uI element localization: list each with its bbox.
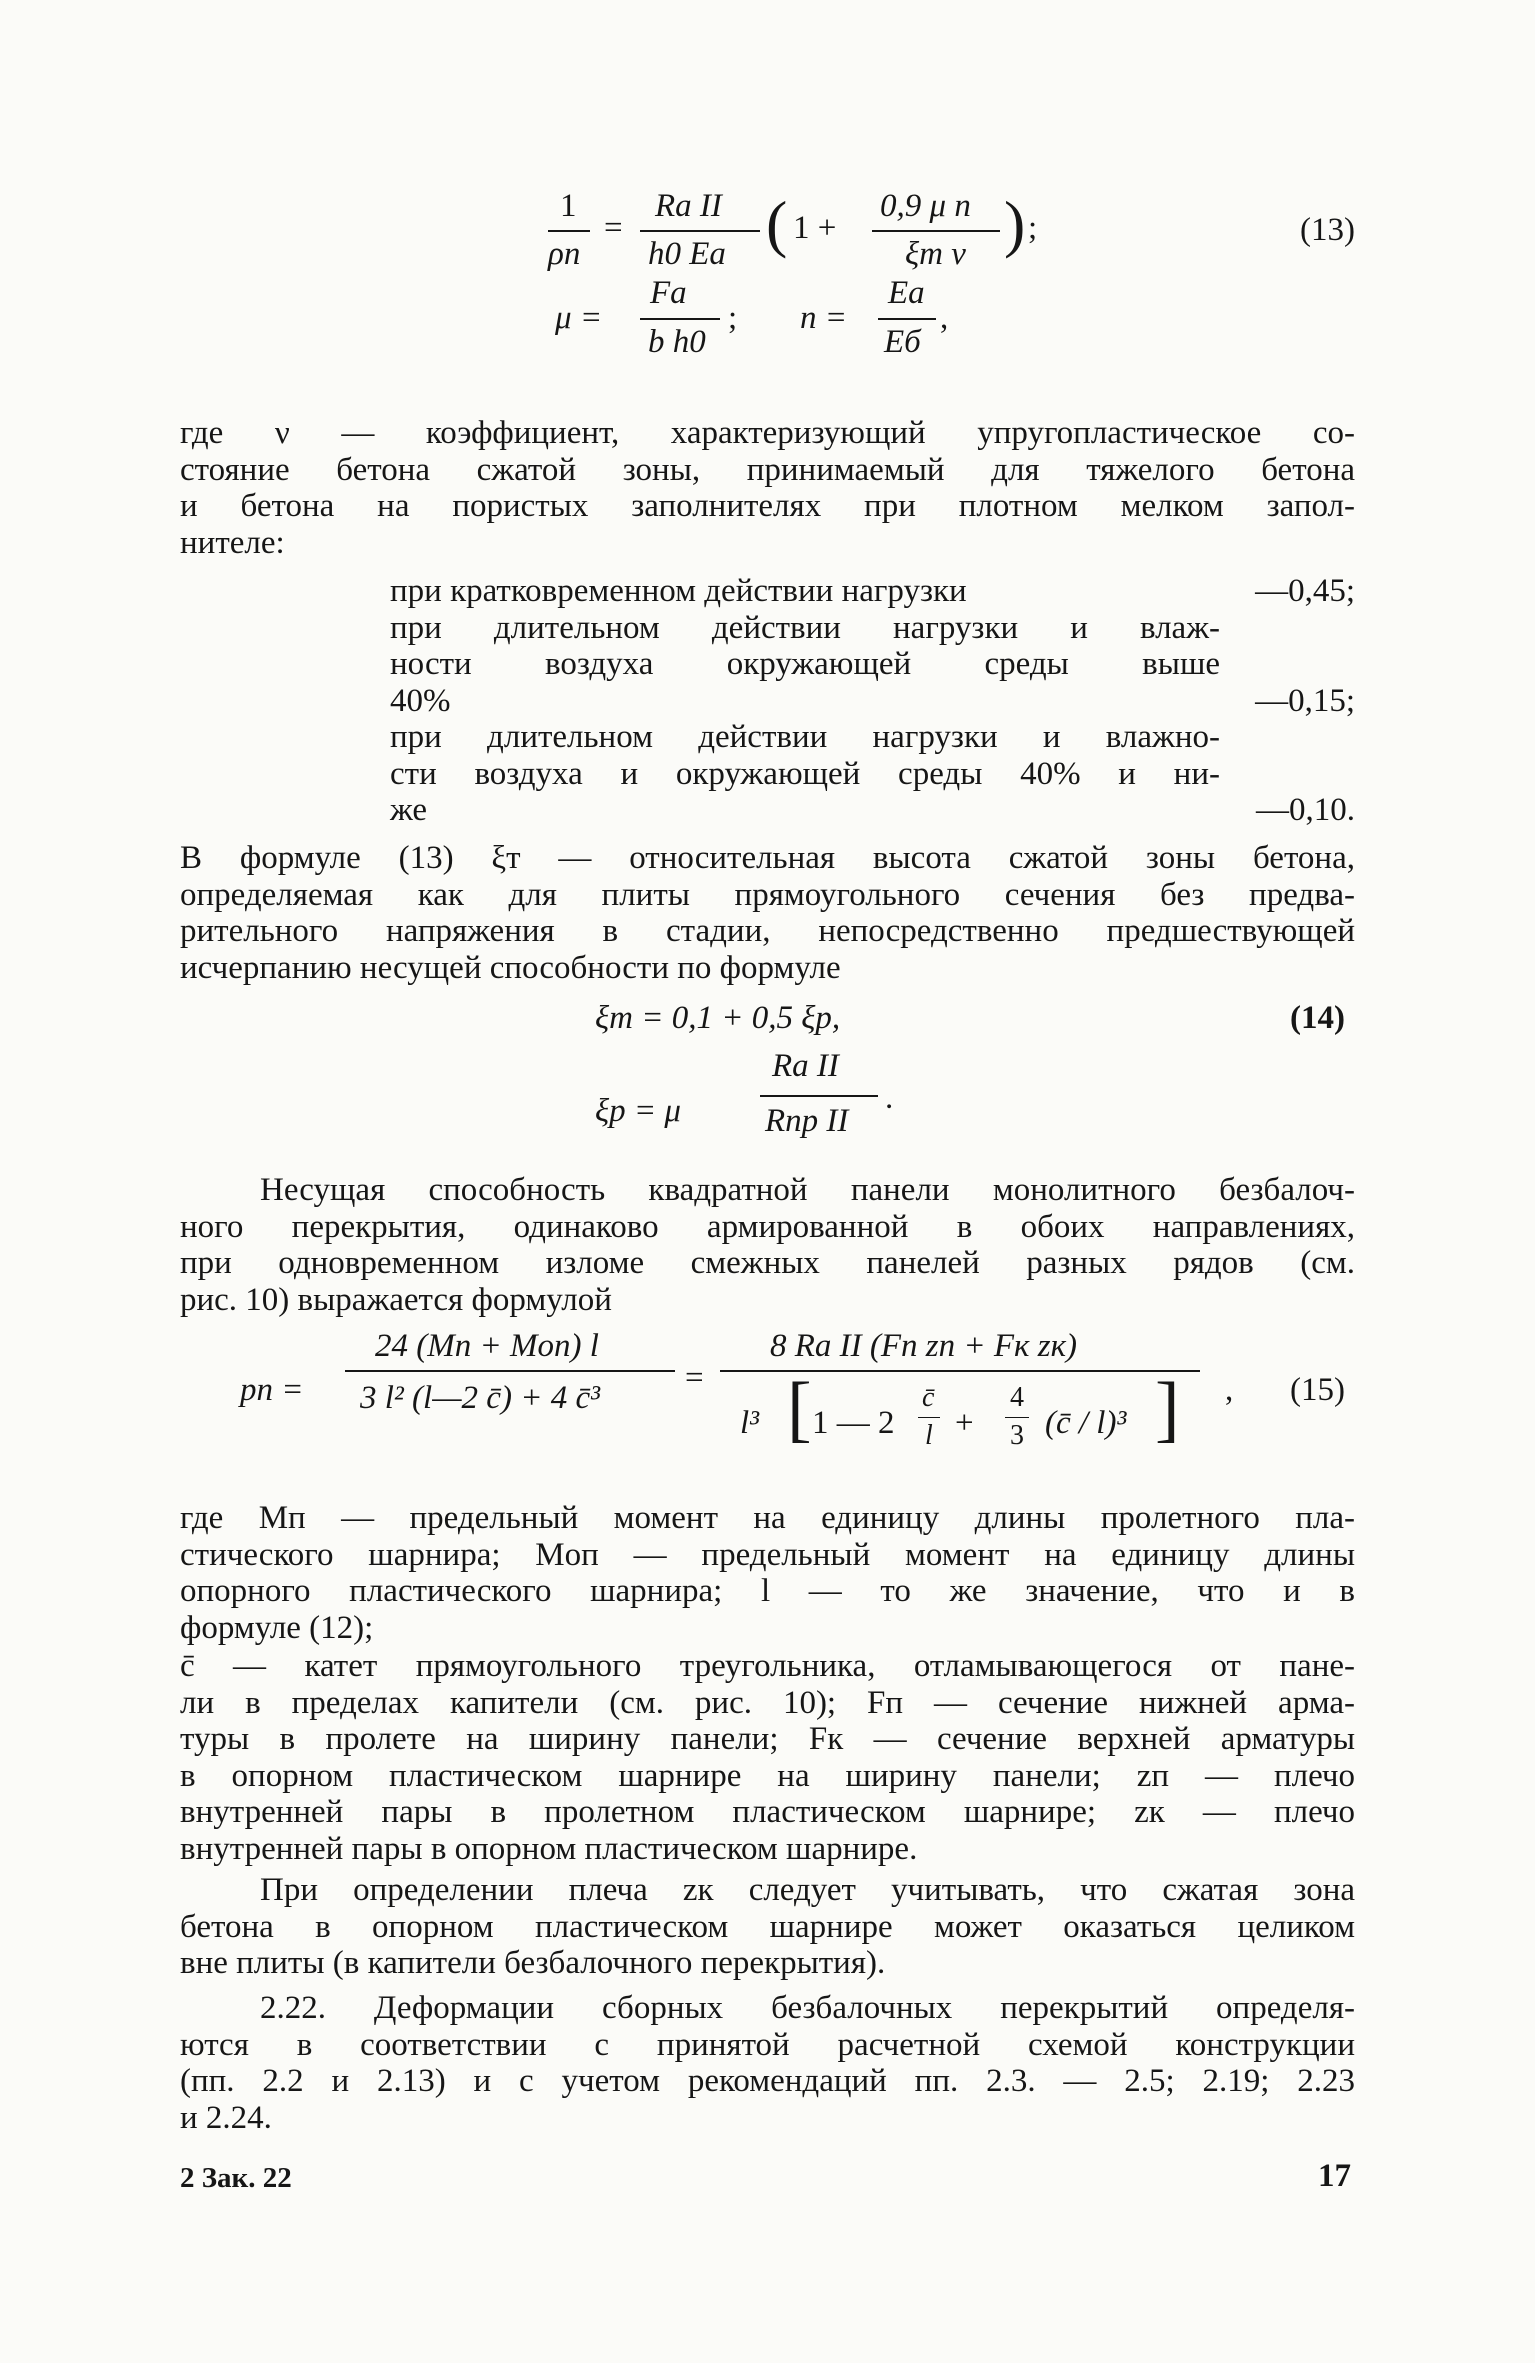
condition-value: —0,45; [1255, 573, 1355, 609]
f15-comma: , [1225, 1372, 1234, 1408]
f13-paren-open: ( [766, 188, 788, 259]
condition-text: же [390, 792, 428, 828]
list-item [390, 683, 1355, 720]
condition-text: при длительном действии нагрузки и влажно- [390, 719, 1220, 755]
f13-equals: = [604, 210, 623, 246]
f13-mu-bar [640, 318, 720, 320]
equation-number-13: (13) [1300, 212, 1355, 248]
text-line: рительного напряжения в стадии, непосредственно предшествующей [180, 913, 1355, 949]
f13-mu-lhs: μ = [555, 300, 603, 336]
f13-mu-numerator: Fа [650, 275, 687, 311]
paragraph-moments [180, 1500, 1355, 1646]
f15-b-den-l3: l³ [740, 1405, 760, 1441]
f13-n-end: , [940, 300, 949, 336]
f13-mu-denominator: b h0 [648, 324, 706, 360]
text-line: определяемая как для плиты прямоугольного сечения без предва- [180, 876, 1355, 913]
paragraph-xi-definition [180, 840, 1355, 986]
text-line: туры в пролете на ширину панели; Fк — сечение верхней арматуры [180, 1721, 1355, 1757]
paragraph-nu-definition [180, 415, 1355, 561]
paragraph-c-definition [180, 1648, 1355, 1867]
f13-n-numerator: Eа [888, 275, 925, 311]
f13-p-numerator: 0,9 μ n [880, 188, 971, 224]
condition-value: —0,15; [1255, 682, 1355, 719]
list-item [390, 792, 1355, 829]
paragraph-zk-note [180, 1872, 1355, 1982]
f13-paren-close: ) [1004, 188, 1026, 259]
f15-b-den-c: c̄ [922, 1382, 935, 1413]
text-line: В формуле (13) ξт — относительная высота сжатой зоны бетона, [180, 840, 1355, 876]
f15-b-den-c-bar [918, 1417, 940, 1418]
condition-text: сти воздуха и окружающей среды 40% и ни- [390, 755, 1220, 792]
nu-values-list [390, 573, 1355, 829]
f15-b-den-cl: (c̄ / l)³ [1045, 1405, 1127, 1441]
text-line: нителе: [180, 524, 285, 561]
f13-n-lhs: n = [800, 300, 848, 336]
equation-number-14: (14) [1290, 1000, 1345, 1036]
text-line: вне плиты (в капители безбалочного перекрытия). [180, 1945, 886, 1981]
text-line: где ν — коэффициент, характеризующий упругопластическое со- [180, 415, 1355, 451]
list-item [390, 756, 1355, 793]
printer-signature: 2 Зак. 22 [180, 2162, 292, 2194]
text-line: при одновременном изломе смежных панелей разных рядов (см. [180, 1245, 1355, 1281]
page-number: 17 [1318, 2158, 1351, 2194]
f14-line1: ξт = 0,1 + 0,5 ξр, [595, 1000, 841, 1036]
text-line: в опорном пластическом шарнире на ширину панели; zп — плечо [180, 1757, 1355, 1794]
text-line: и 2.24. [180, 2099, 272, 2136]
text-line: ного перекрытия, одинаково армированной в обоих направлениях, [180, 1208, 1355, 1245]
f15-b-den-43-bar [1005, 1417, 1029, 1418]
f15-bracket-open: [ [787, 1368, 812, 1450]
list-item [390, 573, 1355, 610]
f13-r-denominator: h0 Eа [648, 236, 726, 272]
list-item [390, 719, 1355, 756]
f15-bracket-close: ] [1155, 1368, 1180, 1450]
f13-r-numerator: Rа II [655, 188, 722, 224]
text-line: опорного пластического шарнира; l — то же значение, что и в [180, 1573, 1355, 1609]
f13-r-bar [640, 230, 760, 232]
f14-xi-lhs: ξр = μ [595, 1093, 681, 1129]
f13-lhs-denominator: ρп [548, 236, 581, 272]
f14-xi-bar [760, 1095, 878, 1097]
f13-p-denominator: ξт ν [905, 236, 966, 272]
f15-b-den-plus: + [955, 1405, 974, 1441]
text-line: и бетона на пористых заполнителях при плотном мелком запол- [180, 488, 1355, 524]
text-line: (пп. 2.2 и 2.13) и с учетом рекомендаций пп. 2.3. — 2.5; 2.19; 2.23 [180, 2063, 1355, 2099]
f15-b-numerator: 8 Rа II (Fп zп + Fк zк) [770, 1328, 1078, 1364]
text-line: рис. 10) выражается формулой [180, 1281, 612, 1318]
text-line: где Mп — предельный момент на единицу длины пролетного пла- [180, 1500, 1355, 1536]
text-line: внутренней пары в пролетном пластическом шарнире; zк — плечо [180, 1794, 1355, 1830]
f13-one-plus: 1 + [793, 210, 837, 246]
f15-b-den-3: 3 [1010, 1420, 1024, 1451]
text-line: ли в пределах капители (см. рис. 10); Fп — сечение нижней арма- [180, 1684, 1355, 1721]
f15-b-den-l: l [925, 1420, 933, 1451]
f13-n-bar [878, 318, 936, 320]
f15-a-denominator: 3 l² (l—2 c̄) + 4 c̄³ [360, 1380, 601, 1416]
f13-lhs-bar [548, 230, 590, 232]
text-line: формуле (12); [180, 1609, 374, 1646]
f13-lhs-numerator: 1 [560, 188, 577, 224]
condition-text: при длительном действии нагрузки и влаж- [390, 609, 1220, 646]
text-line: ются в соответствии с принятой расчетной схемой конструкции [180, 2026, 1355, 2063]
f14-xi-numerator: Rа II [772, 1048, 839, 1084]
condition-text: при кратковременном действии нагрузки [390, 573, 967, 609]
f15-equals-2: = [685, 1360, 704, 1396]
f13-mu-separator: ; [728, 300, 738, 336]
text-line: Несущая способность квадратной панели монолитного безбалоч- [260, 1172, 1355, 1208]
condition-value: —0,10. [1256, 792, 1355, 828]
f14-xi-end: . [885, 1080, 894, 1116]
condition-text: ности воздуха окружающей среды выше [390, 646, 1220, 682]
condition-text: 40% [390, 682, 451, 719]
list-item [390, 610, 1355, 647]
f15-lhs: pп = [240, 1372, 304, 1408]
f15-a-bar [345, 1370, 675, 1372]
text-line: стического шарнира; Mоп — предельный момент на единицу длины [180, 1536, 1355, 1573]
f14-xi-denominator: Rпр II [765, 1103, 849, 1139]
f15-b-den-4: 4 [1010, 1382, 1024, 1413]
paragraph-2-22 [180, 1990, 1355, 2136]
text-line: бетона в опорном пластическом шарнире может оказаться целиком [180, 1908, 1355, 1945]
text-line: 2.22. Деформации сборных безбалочных перекрытий определя- [260, 1990, 1355, 2026]
text-line: исчерпанию несущей способности по формуле [180, 949, 841, 986]
f13-p-bar [872, 230, 1000, 232]
text-line: c̄ — катет прямоугольного треугольника, отламывающегося от пане- [180, 1648, 1355, 1684]
equation-number-15: (15) [1290, 1372, 1345, 1408]
paragraph-panel-capacity [180, 1172, 1355, 1318]
text-line: внутренней пары в опорном пластическом шарнире. [180, 1830, 918, 1867]
f15-a-numerator: 24 (Mп + Mоп) l [375, 1328, 599, 1364]
f15-b-den-1m2: 1 — 2 [812, 1405, 895, 1441]
f13-n-denominator: Eб [884, 324, 921, 360]
list-item [390, 646, 1355, 683]
text-line: При определении плеча zк следует учитывать, что сжатая зона [260, 1872, 1355, 1908]
f13-semicolon: ; [1028, 210, 1038, 246]
text-line: стояние бетона сжатой зоны, принимаемый для тяжелого бетона [180, 451, 1355, 488]
